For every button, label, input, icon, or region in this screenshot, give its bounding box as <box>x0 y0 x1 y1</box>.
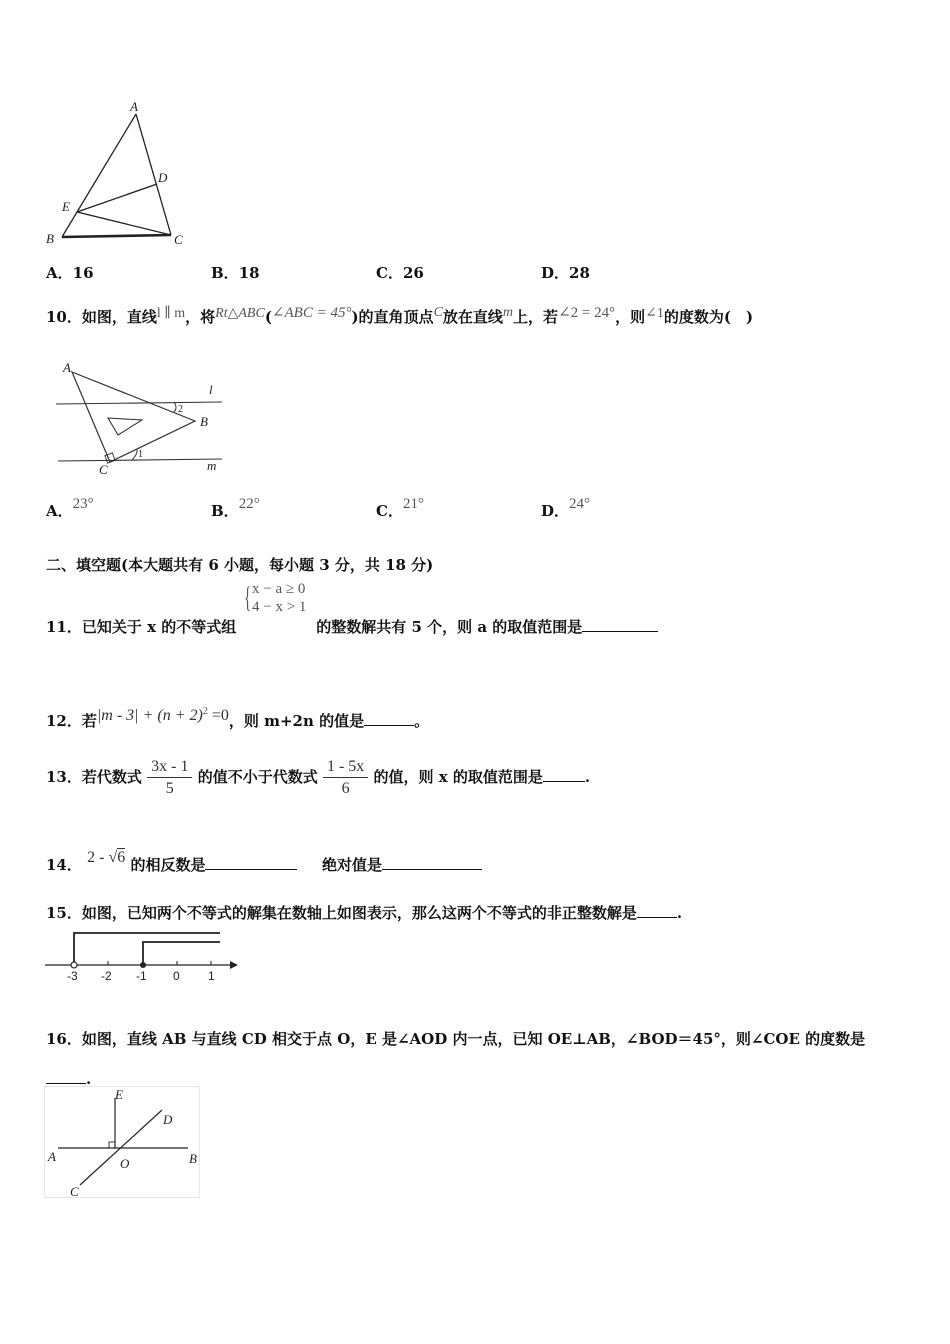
q16-answer-blank[interactable] <box>46 1069 86 1084</box>
q11-answer-blank[interactable] <box>582 617 658 632</box>
q10-parallel-lines-figure <box>50 360 230 478</box>
section-heading: 二、填空题(本大题共有 6 小题，每小题 3 分，共 18 分) <box>46 556 434 574</box>
q15-tick-neg2: -2 <box>101 969 112 983</box>
q15-tick-neg3: -3 <box>67 969 78 983</box>
q9-option-d[interactable]: D．28 <box>541 264 590 282</box>
q16-label-b: B <box>189 1151 197 1166</box>
q15-tick-neg1: -1 <box>136 969 147 983</box>
q14-expression: 2 - √6 <box>87 849 126 866</box>
q16-stem: 16．如图，直线 AB 与直线 CD 相交于点 O，E 是∠AOD 内一点，已知 OE⊥AB，∠BOD＝45°，则∠COE 的度数是. <box>46 1030 866 1088</box>
q16-label-e: E <box>115 1087 123 1102</box>
q15-answer-blank[interactable] <box>637 903 677 918</box>
q9-option-b[interactable]: B．18 <box>211 264 260 282</box>
q10-label-b: B <box>200 414 208 429</box>
q10-option-a[interactable]: A．23° <box>46 496 94 520</box>
q16-label-c: C <box>70 1184 79 1199</box>
q9-label-d: D <box>158 170 168 185</box>
q15-tick-1: 1 <box>208 969 215 983</box>
q9-label-c: C <box>174 232 183 247</box>
q10-stem: 10．如图，直线l ∥ m，将Rt△ABC(∠ABC = 45°)的直角顶点C放在直线m上，若∠2 = 24°，则∠1的度数为( ) <box>46 305 754 326</box>
q10-option-c[interactable]: C．21° <box>376 496 424 520</box>
q16-label-o: O <box>120 1156 130 1171</box>
q9-triangle-figure <box>40 96 200 250</box>
q10-label-two: 2 <box>178 404 183 415</box>
q16-intersecting-lines-figure <box>44 1086 202 1200</box>
q10-label-c: C <box>99 462 108 477</box>
q9-label-b: B <box>46 231 54 246</box>
q15-number-line <box>42 926 238 984</box>
q13-answer-blank[interactable] <box>543 767 585 782</box>
q16-label-a: A <box>48 1149 56 1164</box>
q14-opposite-blank[interactable] <box>205 855 297 870</box>
q10-label-l: l <box>209 382 213 397</box>
q9-label-a: A <box>130 99 138 114</box>
q9-option-a[interactable]: A．16 <box>46 264 94 282</box>
q11-stem: 11．已知关于 x 的不等式组 的整数解共有 5 个，则 a 的取值范围是 <box>46 616 658 637</box>
q10-option-b[interactable]: B．22° <box>211 496 260 520</box>
q10-option-d[interactable]: D．24° <box>541 496 591 520</box>
q10-label-one: 1 <box>138 449 143 460</box>
q10-label-m: m <box>207 458 217 473</box>
q12-answer-blank[interactable] <box>364 711 414 726</box>
q9-label-e: E <box>62 199 70 214</box>
q16-label-d: D <box>163 1112 173 1127</box>
q13-fraction-2: $\frac{1 - 5x}{6}$ <box>323 758 368 798</box>
q11-inequality-system: { x − a ≥ 0 4 − x > 1 <box>244 581 307 615</box>
q12-stem: 12．若$|m - 3| + (n + 2)^2 =0$，则 m+2n 的值是 。 <box>46 706 430 730</box>
q15-stem: 15．如图，已知两个不等式的解集在数轴上如图表示，那么这两个不等式的非正整数解是 . <box>46 904 683 922</box>
q10-label-a: A <box>63 360 71 375</box>
q13-fraction-1: $\frac{3x - 1}{5}$ <box>147 758 192 798</box>
q14-absolute-blank[interactable] <box>382 855 482 870</box>
q13-stem: 13．若代数式 $\frac{3x - 1}{5}$ 的值不小于代数式 $\frac{1 - 5x}{6}$ 的值，则 x 的取值范围是 . <box>46 758 591 797</box>
q9-option-c[interactable]: C．26 <box>376 264 424 282</box>
q14-stem: 14． 2 - √6 的相反数是 绝对值是 <box>46 854 482 875</box>
q15-tick-0: 0 <box>173 969 180 983</box>
